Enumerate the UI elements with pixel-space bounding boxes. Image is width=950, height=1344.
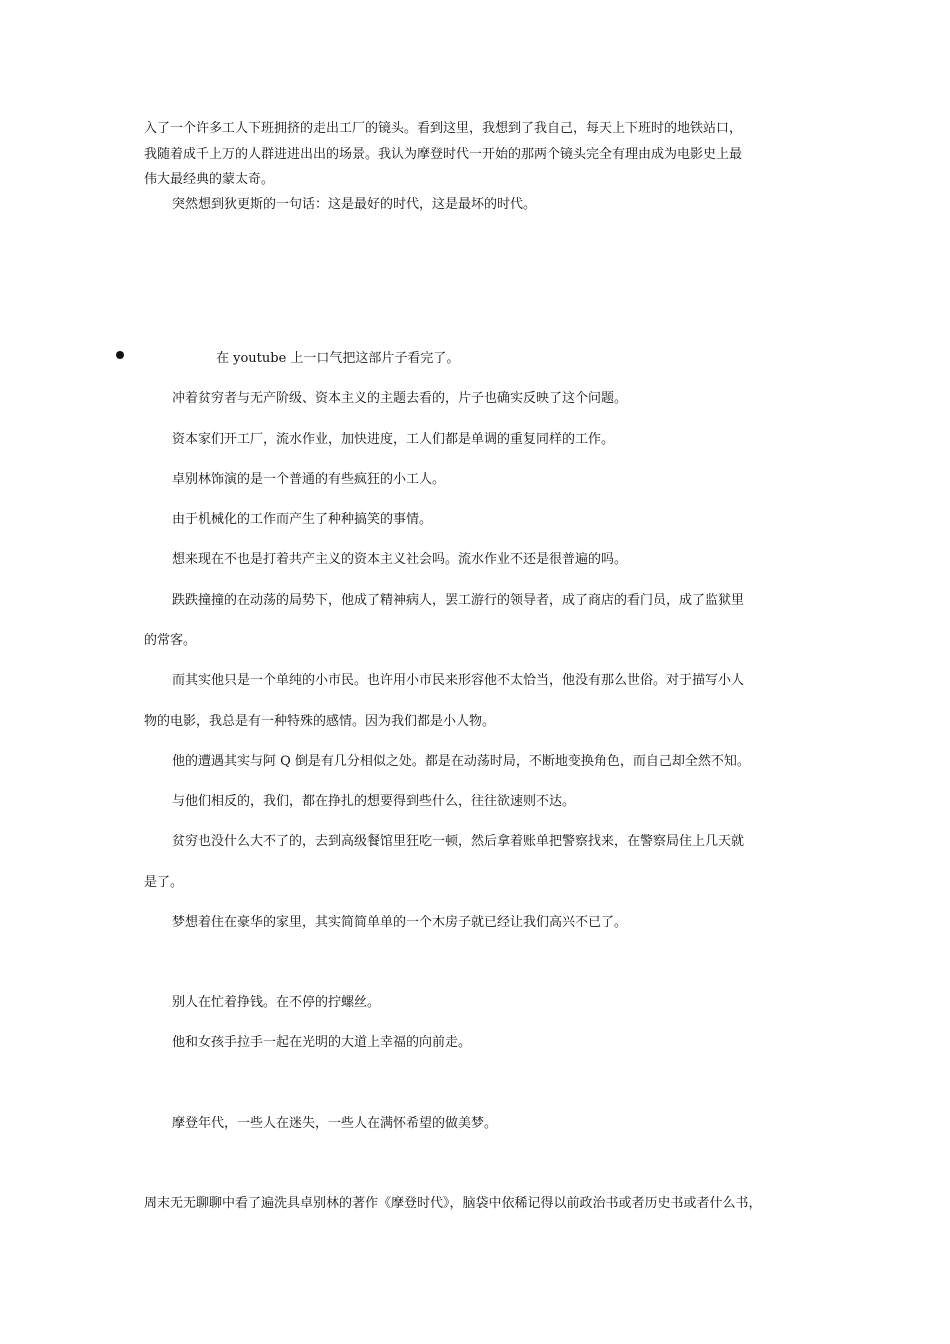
paragraph-line: 跌跌撞撞的在动荡的局势下，他成了精神病人，罢工游行的领导者，成了商店的看门员，成了监狱里 bbox=[172, 593, 745, 608]
paragraph-line: 摩登年代，一些人在迷失，一些人在满怀希望的做美梦。 bbox=[172, 1116, 498, 1131]
paragraph-line: 周末无无聊聊中看了遍洗具卓别林的著作《摩登时代》，脑袋中依稀记得以前政治书或者历史书或者什么书， bbox=[144, 1196, 762, 1211]
paragraph-line: 我随着成千上万的人群进进出出的场景。我认为摩登时代一开始的那两个镜头完全有理由成为电影史上最 bbox=[144, 147, 743, 162]
bullet-marker bbox=[116, 351, 124, 359]
paragraph-line: 他和女孩手拉手一起在光明的大道上幸福的向前走。 bbox=[172, 1035, 472, 1050]
paragraph-line: 的常客。 bbox=[144, 633, 197, 648]
paragraph-line: 突然想到狄更斯的一句话：这是最好的时代，这是最坏的时代。 bbox=[172, 197, 537, 212]
paragraph-line: 伟大最经典的蒙太奇。 bbox=[144, 172, 275, 187]
paragraph-line: 而其实他只是一个单纯的小市民。也许用小市民来形容他不太恰当，他没有那么世俗。对于描写小人 bbox=[172, 673, 745, 688]
paragraph-line: 与他们相反的，我们，都在挣扎的想要得到些什么，往往欲速则不达。 bbox=[172, 794, 576, 809]
paragraph-line: 别人在忙着挣钱。在不停的拧螺丝。 bbox=[172, 995, 381, 1010]
paragraph-line: 冲着贫穷者与无产阶级、资本主义的主题去看的，片子也确实反映了这个问题。 bbox=[172, 391, 628, 406]
paragraph-line: 卓别林饰演的是一个普通的有些疯狂的小工人。 bbox=[172, 472, 446, 487]
paragraph-line: 物的电影，我总是有一种特殊的感情。因为我们都是小人物。 bbox=[144, 714, 496, 729]
paragraph-line: 贫穷也没什么大不了的，去到高级餐馆里狂吃一顿，然后拿着账单把警察找来，在警察局住上几天就 bbox=[172, 834, 745, 849]
paragraph-line: 梦想着住在豪华的家里，其实简简单单的一个木房子就已经让我们高兴不已了。 bbox=[172, 915, 628, 930]
bullet-item-text: 在 youtube 上一口气把这部片子看完了。 bbox=[216, 351, 460, 366]
paragraph-line: 由于机械化的工作而产生了种种搞笑的事情。 bbox=[172, 512, 433, 527]
paragraph-line: 他的遭遇其实与阿 Q 倒是有几分相似之处。都是在动荡时局，不断地变换角色，而自己却全然不知。 bbox=[172, 754, 750, 769]
paragraph-line: 资本家们开工厂，流水作业，加快进度，工人们都是单调的重复同样的工作。 bbox=[172, 432, 615, 447]
paragraph-line: 入了一个许多工人下班拥挤的走出工厂的镜头。看到这里，我想到了我自己，每天上下班时的地铁站口， bbox=[144, 121, 743, 136]
paragraph-line: 想来现在不也是打着共产主义的资本主义社会吗。流水作业不还是很普遍的吗。 bbox=[172, 552, 628, 567]
paragraph-line: 是了。 bbox=[144, 875, 184, 890]
